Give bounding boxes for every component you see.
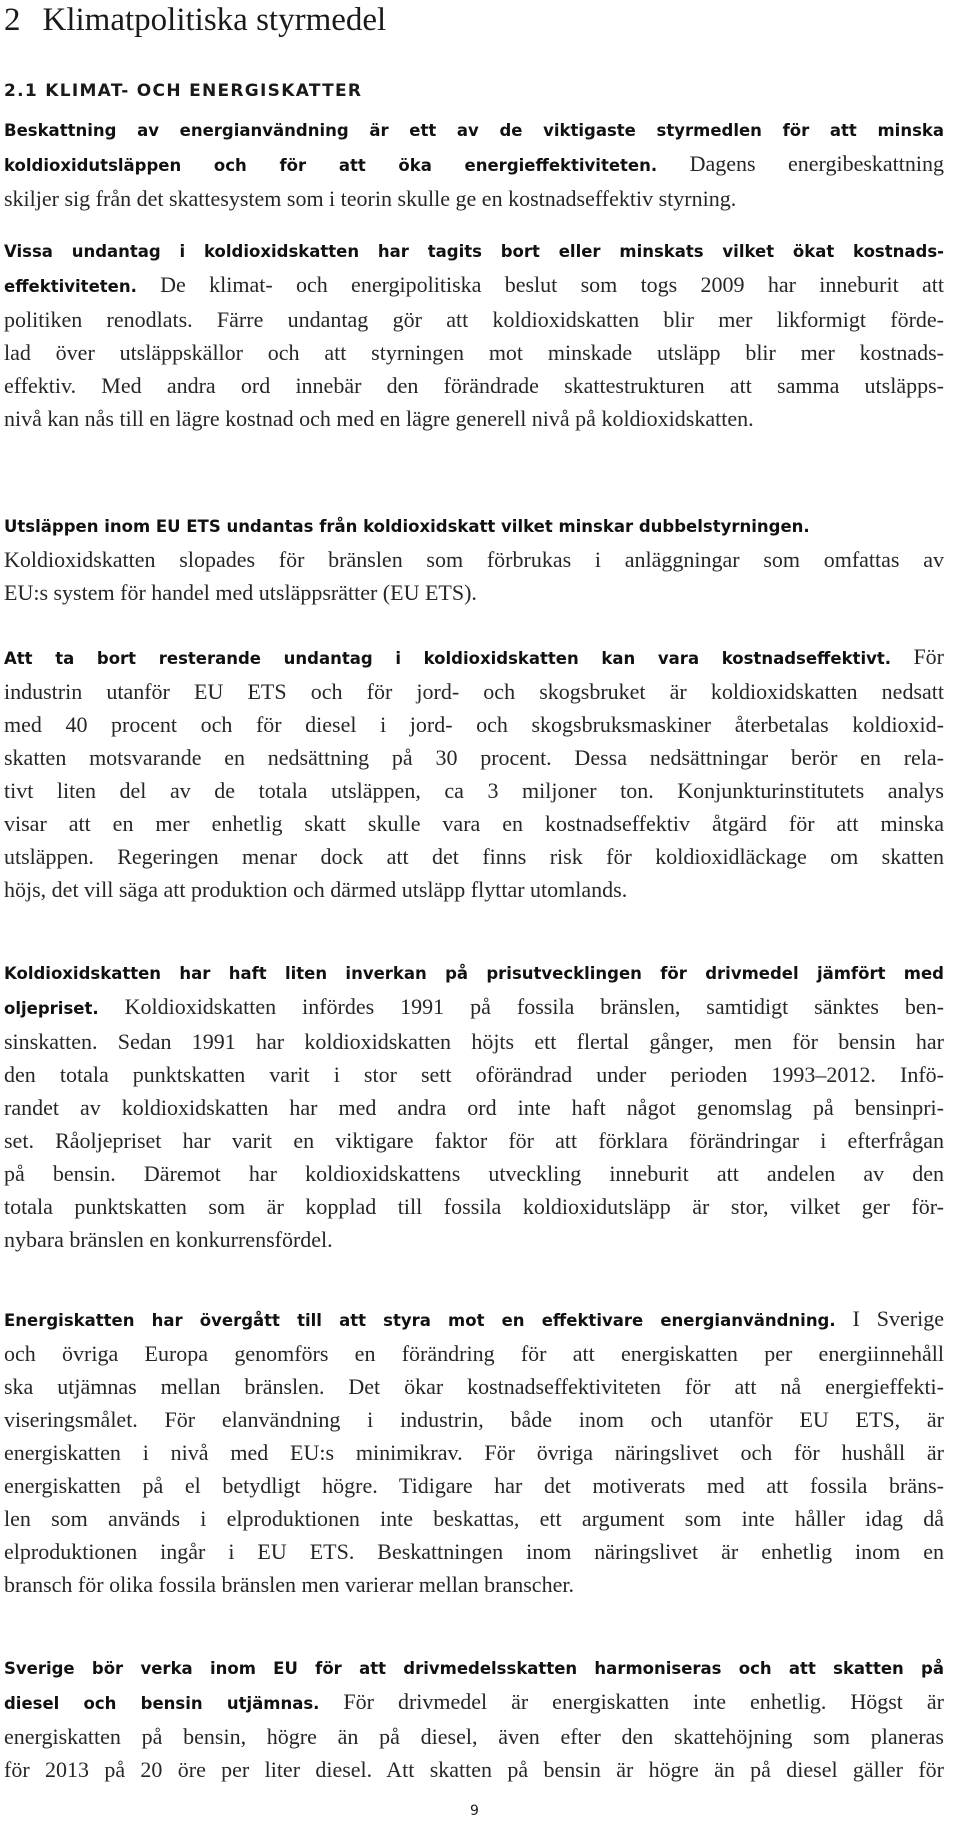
text-line [4, 508, 944, 543]
body-text: randet av koldioxidskatten har med andra ord inte haft något genomslag på bensinpri- [4, 1095, 944, 1120]
paragraph-remaining-exemptions [4, 640, 944, 906]
body-text: utsläppen. Regeringen menar dock att det finns risk för koldioxidläckage om skatten [4, 844, 944, 869]
text-line [4, 369, 944, 402]
body-text: För drivmedel är energiskatten inte enhetlig. Högst är [319, 1689, 944, 1714]
body-text: ska utjämnas mellan bränslen. Det ökar kostnadseffektiviteten för att nå energieffekti- [4, 1374, 944, 1399]
body-text: I Sverige [835, 1306, 944, 1331]
body-text: Koldioxidskatten infördes 1991 på fossila bränslen, samtidigt sänktes ben- [98, 994, 944, 1019]
chapter-number: 2 [4, 2, 21, 38]
lead-sentence: Sverige bör verka inom EU för att drivmedelsskatten harmoniseras och att skatten på [4, 1659, 944, 1678]
body-text: politiken renodlats. Färre undantag gör att koldioxidskatten blir mer likformigt förde- [4, 307, 944, 332]
body-text: den totala punktskatten varit i stor sett oförändrad under perioden 1993–2012. Infö- [4, 1062, 944, 1087]
paragraph-fuel-price [4, 955, 944, 1256]
text-line [4, 1436, 944, 1469]
body-text: För [891, 644, 944, 669]
body-text: set. Råoljepriset har varit en viktigare faktor för att förklara förändringar i efterfrågan [4, 1128, 944, 1153]
text-line [4, 708, 944, 741]
lead-sentence: Energiskatten har övergått till att styra mot en effektivare energianvändning. [4, 1311, 836, 1330]
text-line [4, 774, 944, 807]
lead-sentence: Beskattning av energianvändning är ett av de viktigaste styrmedlen för att minska [4, 121, 944, 140]
body-text: visar att en mer enhetlig skatt skulle vara en kostnadseffektiv åtgärd för att minska [4, 811, 944, 836]
text-line [4, 268, 944, 303]
text-line [4, 1302, 944, 1337]
chapter-heading [4, 0, 386, 40]
body-text: Dagens energibeskattning [657, 151, 945, 176]
text-line [4, 807, 944, 840]
paragraph-energy-taxation [4, 112, 944, 215]
text-line [4, 402, 944, 435]
body-text: De klimat- och energipolitiska beslut som togs 2009 har inneburit att [136, 272, 944, 297]
text-line [4, 576, 944, 609]
text-line [4, 1720, 944, 1753]
body-text: energiskatten i nivå med EU:s minimikrav. För övriga näringslivet och för hushåll är [4, 1440, 944, 1465]
body-text: skiljer sig från det skattesystem som i teorin skulle ge en kostnadseffektiv styrning. [4, 186, 737, 211]
body-text: höjs, det vill säga att produktion och därmed utsläpp flyttar utomlands. [4, 877, 628, 902]
text-line [4, 1157, 944, 1190]
text-line [4, 147, 944, 182]
text-line [4, 233, 944, 268]
text-line [4, 1124, 944, 1157]
text-line [4, 1535, 944, 1568]
paragraph-exemptions-removed [4, 233, 944, 435]
body-text: och övriga Europa genomförs en förändring för att energiskatten per energiinnehåll [4, 1341, 944, 1366]
text-line [4, 1469, 944, 1502]
body-text: effektiv. Med andra ord innebär den förändrade skattestrukturen att samma utsläpps- [4, 373, 944, 398]
text-line [4, 112, 944, 147]
body-text: nybara bränslen en konkurrensfördel. [4, 1227, 333, 1252]
body-text: energiskatten på el betydligt högre. Tidigare har det motiverats med att fossila bräns- [4, 1473, 944, 1498]
body-text: industrin utanför EU ETS och för jord- och skogsbruket är koldioxidskatten nedsatt [4, 679, 944, 704]
lead-sentence: diesel och bensin utjämnas. [4, 1694, 320, 1713]
text-line [4, 1025, 944, 1058]
text-line [4, 840, 944, 873]
body-text: energiskatten på bensin, högre än på diesel, även efter den skattehöjning som planeras [4, 1724, 944, 1749]
lead-sentence: effektiviteten. [4, 277, 137, 296]
lead-sentence: Vissa undantag i koldioxidskatten har tagits bort eller minskats vilket ökat kostnads- [4, 242, 944, 261]
text-line [4, 955, 944, 990]
lead-sentence: Att ta bort resterande undantag i koldioxidskatten kan vara kostnadseffektivt. [4, 649, 892, 668]
body-text: elproduktionen ingår i EU ETS. Beskattningen inom näringslivet är enhetlig inom en [4, 1539, 944, 1564]
body-text: sinskatten. Sedan 1991 har koldioxidskatten höjts ett flertal gånger, men för bensin har [4, 1029, 944, 1054]
body-text: lad över utsläppskällor och att styrningen mot minskade utsläpp blir mer kostnads- [4, 340, 944, 365]
text-line [4, 1223, 944, 1256]
chapter-title: Klimatpolitiska styrmedel [42, 2, 387, 38]
body-text: Koldioxidskatten slopades för bränslen som förbrukas i anläggningar som omfattas av [4, 547, 944, 572]
text-line [4, 990, 944, 1025]
section-heading: 2.1 KLIMAT- OCH ENERGISKATTER [4, 81, 363, 101]
text-line [4, 543, 944, 576]
text-line [4, 1403, 944, 1436]
text-line [4, 182, 944, 215]
text-line [4, 741, 944, 774]
body-text: EU:s system för handel med utsläppsrätter (EU ETS). [4, 580, 477, 605]
body-text: viseringsmålet. För elanvändning i industrin, både inom och utanför EU ETS, är [4, 1407, 944, 1432]
text-line [4, 873, 944, 906]
text-line [4, 675, 944, 708]
text-line [4, 1190, 944, 1223]
body-text: tivt liten del av de totala utsläppen, ca 3 miljoner ton. Konjunkturinstitutets analys [4, 778, 944, 803]
lead-sentence: Koldioxidskatten har haft liten inverkan på prisutvecklingen för drivmedel jämfört med [4, 964, 944, 983]
text-line [4, 1058, 944, 1091]
body-text: totala punktskatten som är kopplad till fossila koldioxidutsläpp är stor, vilket ger för- [4, 1194, 944, 1219]
text-line [4, 1685, 944, 1720]
text-line [4, 336, 944, 369]
body-text: för 2013 på 20 öre per liter diesel. Att skatten på bensin är högre än på diesel gäller för [4, 1757, 944, 1782]
lead-sentence: Utsläppen inom EU ETS undantas från koldioxidskatt vilket minskar dubbelstyrningen. [4, 517, 810, 536]
lead-sentence: koldioxidutsläppen och för att öka energieffektiviteten. [4, 156, 658, 175]
page-number: 9 [470, 1803, 479, 1819]
body-text: skatten motsvarande en nedsättning på 30 procent. Dessa nedsättningar berör en rela- [4, 745, 944, 770]
text-line [4, 1337, 944, 1370]
text-line [4, 303, 944, 336]
body-text: nivå kan nås till en lägre kostnad och med en lägre generell nivå på koldioxidskatten. [4, 406, 754, 431]
text-line [4, 640, 944, 675]
body-text: på bensin. Däremot har koldioxidskattens utveckling inneburit att andelen av den [4, 1161, 944, 1186]
body-text: len som används i elproduktionen inte beskattas, ett argument som inte håller idag då [4, 1506, 944, 1531]
text-line [4, 1370, 944, 1403]
text-line [4, 1568, 944, 1601]
body-text: med 40 procent och för diesel i jord- och skogsbruksmaskiner återbetalas koldioxid- [4, 712, 944, 737]
text-line [4, 1091, 944, 1124]
paragraph-fuel-harmonisation [4, 1650, 944, 1786]
text-line [4, 1753, 944, 1786]
text-line [4, 1650, 944, 1685]
paragraph-eu-ets [4, 508, 944, 609]
body-text: bransch för olika fossila bränslen men varierar mellan branscher. [4, 1572, 574, 1597]
text-line [4, 1502, 944, 1535]
paragraph-energy-tax [4, 1302, 944, 1601]
lead-sentence: oljepriset. [4, 999, 99, 1018]
